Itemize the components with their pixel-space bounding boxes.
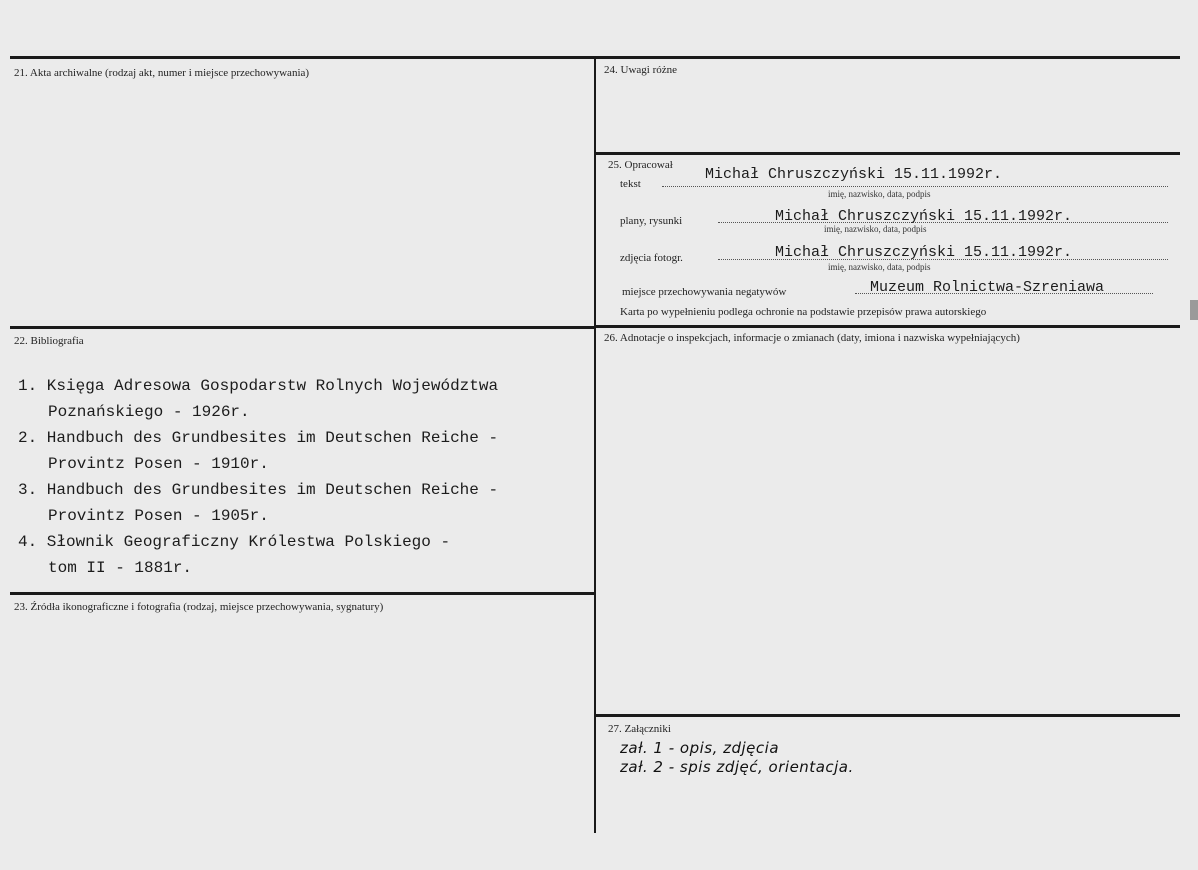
scanner-edge-mark bbox=[1190, 300, 1198, 320]
biblio-item-3-line1: 3. Handbuch des Grundbesites im Deutschen Reiche - bbox=[18, 481, 499, 499]
section-26-label: 26. Adnotacje o inspekcjach, informacje o zmianach (daty, imiona i nazwiska wypełniających) bbox=[604, 332, 1020, 344]
rule-left-21-22 bbox=[10, 326, 594, 329]
section-23-label: 23. Źródła ikonograficzne i fotografia (rodzaj, miejsce przechowywania, sygnatury) bbox=[14, 601, 384, 613]
biblio-item-1-line2: Poznańskiego - 1926r. bbox=[48, 403, 250, 421]
rule-22-23 bbox=[10, 592, 594, 595]
plany-sublabel: imię, nazwisko, data, podpis bbox=[824, 224, 927, 234]
tekst-value: Michał Chruszczyński 15.11.1992r. bbox=[705, 166, 1003, 183]
biblio-item-1-line1: 1. Księga Adresowa Gospodarstw Rolnych Województwa bbox=[18, 377, 499, 395]
tekst-label: tekst bbox=[620, 178, 641, 190]
rule-24-25 bbox=[596, 152, 1180, 155]
copyright-note: Karta po wypełnieniu podlega ochronie na podstawie przepisów prawa autorskiego bbox=[620, 306, 987, 318]
rule-right-25-26 bbox=[596, 325, 1180, 328]
zdjecia-value: Michał Chruszczyński 15.11.1992r. bbox=[775, 244, 1073, 261]
tekst-sublabel: imię, nazwisko, data, podpis bbox=[828, 189, 931, 199]
biblio-item-2-line2: Provintz Posen - 1910r. bbox=[48, 455, 269, 473]
section-24-label: 24. Uwagi różne bbox=[604, 64, 678, 76]
section-27-label: 27. Załączniki bbox=[608, 723, 671, 735]
attachment-2: zał. 2 - spis zdjęć, orientacja. bbox=[620, 758, 854, 776]
section-21-label: 21. Akta archiwalne (rodzaj akt, numer i miejsce przechowywania) bbox=[14, 67, 310, 79]
zdjecia-sublabel: imię, nazwisko, data, podpis bbox=[828, 262, 931, 272]
biblio-item-2-line1: 2. Handbuch des Grundbesites im Deutschen Reiche - bbox=[18, 429, 499, 447]
negatywy-value: Muzeum Rolnictwa-Szreniawa bbox=[870, 279, 1105, 296]
section-22-label: 22. Bibliografia bbox=[14, 335, 84, 347]
plany-label: plany, rysunki bbox=[620, 215, 683, 227]
zdjecia-label: zdjęcia fotogr. bbox=[620, 252, 683, 264]
negatywy-label: miejsce przechowywania negatywów bbox=[622, 286, 787, 298]
biblio-item-3-line2: Provintz Posen - 1905r. bbox=[48, 507, 269, 525]
section-25-label: 25. Opracował bbox=[608, 159, 673, 171]
plany-value: Michał Chruszczyński 15.11.1992r. bbox=[775, 208, 1073, 225]
rule-26-27 bbox=[596, 714, 1180, 717]
biblio-item-4-line1: 4. Słownik Geograficzny Królestwa Polskiego - bbox=[18, 533, 451, 551]
attachment-1: zał. 1 - opis, zdjęcia bbox=[620, 739, 780, 757]
biblio-item-4-line2: tom II - 1881r. bbox=[48, 559, 193, 577]
tekst-line bbox=[662, 186, 1168, 187]
